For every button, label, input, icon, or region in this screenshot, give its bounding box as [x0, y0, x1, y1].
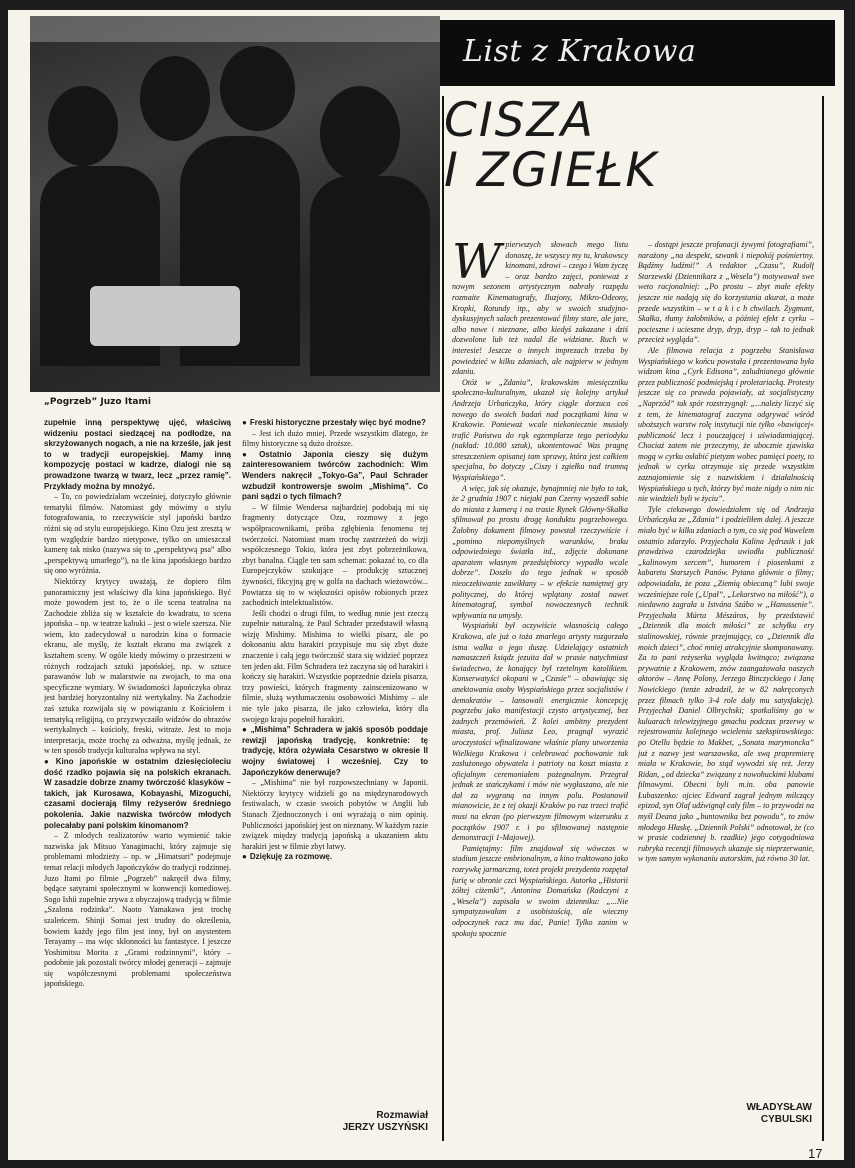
- interview-paragraph: – „Mishima” nie był rozpowszechniany w Japonii. Niektórzy krytycy widzieli go na międzynarodowych festiwalach, w czasie swoich pobytów w Anglii lub Stanach Zjednoczonych i oni wyrażają o nim opinię. Publiczności japońskiej jest on nieznany. W każdym razie związek między tradycją japońską a ukazaniem aktu harakiri jest w filmie zbyt łatwy.: [242, 778, 428, 851]
- letter-signature: [688, 1102, 812, 1126]
- interview-column-2: [242, 418, 428, 1108]
- interview-paragraph: zupełnie inną perspektywę ujęć, właściwą widzeniu postaci siedzącej na podłodze, na skrzyżowanych nogach, a nie na krześle, jak jest to w tradycji europejskiej. Mamy inną kompozycję postaci w kadrze, dialogi nie są prowadzone twarzą w twarz, lecz „przez ramię”. Przykłady można by mnożyć.: [44, 418, 231, 491]
- funeral-photo: [30, 16, 440, 392]
- letter-frame-left: [442, 96, 444, 1141]
- interview-paragraph: – W filmie Wendersa najbardziej podobają mi się fragmenty dotyczące Ozu, rozmowy z jego współpracownikami, próba zgłębienia fenomenu tej twórczości. Natomiast mam trochę zastrzeżeń do wizji współczesnego Tokio, która jest zbyt pobrzeżnikowa, zbyt banalna. Ciągle ten sam schemat: pokazać to, co dla Europejczyków szokujące – produkcję sztucznej żywności, fikcyjną grę w golfa na dachach wieżowców... Powtarza się to w większości opisów robionych przez zachodnich intelektualistów.: [242, 502, 428, 608]
- article-title: [444, 93, 824, 198]
- interview-paragraph: ● Dziękuję za rozmowę.: [242, 852, 428, 863]
- section-title: List z Krakowa: [463, 34, 697, 69]
- article-title-line-2: I ZGIEŁK: [444, 143, 659, 198]
- letter-paragraph: A więc, jak się okazuje, bynajmniej nie było to tak, że 2 grudnia 1907 r. niejaki pan Czerny wyszedł sobie do miasta z kamerą i na trasie Rynek Główny-Skałka sfilmował po prostu drogę konduktu pogrzebowego. Żałobny dokument filmowy powstał rzeczywiście i „pomimo niepomyślnych warunków, braku odpowiedniego światła itd., zdjęcie dokonane aparatem własnym przedsiębiorcy wypadło wcale dobrze”. Doszło do tego jednak w sposób nieoczekiwanie zawikłany – w efekcie namiętnej gry politycznej, do której wplątany został nawet kinematograf, symbol nowoczesnych technik wpływania na umysły.: [452, 483, 628, 620]
- photo-caption: „Pogrzeb” Juzo Itami: [44, 397, 151, 407]
- interview-paragraph: ● Kino japońskie w ostatnim dziesięcioleciu dość rzadko pojawia się na polskich ekranach. W zasadzie dobrze znamy twórczość klasyków – takich, jak Kurosawa, Kobayashi, Mizoguchi, czasami docierają filmy reżyserów średniego pokolenia. Jakie nazwiska twórców młodych polecałaby pani polskim kinomanom?: [44, 757, 231, 831]
- letter-paragraph: – dostąpi jeszcze profanacji żywymi fotografiami”, narażony „na despekt, szwank i niepokój pośmiertny. Bądźmy ludźmi!” A redaktor „Czasu”, Rudolf Starzewski (Dziennikarz z „Wesela”) motywował swe weto racjonalniej: „Po prostu – zbyt małe efekty jeszcze nie nadają się do korzystania akurat, a może przede wszystkim – w t a k i c h chwilach. Zygmunt, Skałka, tłumy żałobników, a później efekt z cyrku – pocieszne i ucieszne dryp, dryp, dryp – tak to jednak przecież wygląda”.: [638, 240, 814, 345]
- interview-paragraph: ● Freski historyczne przestały więc być modne?: [242, 418, 428, 429]
- magazine-page: [8, 10, 844, 1160]
- letter-frame-right: [822, 96, 824, 1141]
- letter-paragraph: [452, 240, 628, 378]
- letter-column-1: [452, 240, 628, 1142]
- interview-paragraph: Jeśli chodzi o drugi film, to według mnie jest rzeczą zupełnie naturalną, że Paul Schrader przedstawił własną wizję Mishimy. Mishima to wielki pisarz, ale po dokonaniu aktu harakiri przypisuje mu się zbyt duże znaczenie i całą jego twórczość stara się widzieć poprzez ten jeden akt. Film Schradera też zaczyna się od harakiri i kończy się harakiri. Wszystkie poprzednie dzieła pisarza, trzy powieści, których fragmenty zainscenizowano w filmie, służą wytłumaczeniu osobowości Mishimy – ale nie tyle jako pisarza, ile jako człowieka, który dla swojego kraju popełnił harakiri.: [242, 608, 428, 724]
- page-number: 17: [808, 1146, 823, 1160]
- letter-column-2: [638, 240, 814, 1098]
- letter-paragraph: Pamiętajmy: film znajdował się wówczas w stadium jeszcze embrionalnym, a kino traktowano jako rozrywkę jarmarczną, toteż projekt prezydenta rozpętał furię w obronie czci Wyspiańskiego. Autorka „Historii żółtej ciżemki”, Antonina Domańska (Radczyni z „Wesela”) zapisała w swoim dzienniku: „...Nie sympatyzowałam z osobistością, ale wieczny odpoczynek racz mu dać, Panie! Tylko zanim w spokoju spocznie: [452, 843, 628, 938]
- interview-paragraph: – To, co powiedziałam wcześniej, dotyczyło głównie tematyki filmów. Natomiast gdy mówimy o stylu fotografowania, to rzeczywiście styl japoński bardzo różni się od stylu europejskiego. Kino Ozu jest zresztą w tym względzie bardzo nietypowe, tylko on umieszczał kamerę tak nisko (nazywa się to „perspektywą psa” albo „perspektywą umarłego”), na tle kina japońskiego bardzo się ono wyróżnia.: [44, 492, 231, 576]
- interview-paragraph: ● „Mishima” Schradera w jakiś sposób poddaje rewizji japońską tradycję, konkretnie: tę tradycję, która ożywiała Cesarstwo w okresie II wojny światowej i wcześniej. Czy to Japończyków denerwuje?: [242, 725, 428, 778]
- interview-signature: [308, 1110, 428, 1134]
- letter-dropcap: W: [452, 240, 502, 290]
- interview-signature-role: Rozmawiał: [376, 1110, 428, 1121]
- interview-paragraph: – Z młodych realizatorów warto wymienić takie nazwiska jak Mitsuo Yanagimachi, który zajmuje się problemami młodzieży – np. w „Himatsuri” podejmuje temat relacji młodych Japończyków do tradycji rodzinnej. Juzo Itami po filmie „Pogrzeb” nakręcił dwa filmy, będące satyrami społecznymi w konwencji komediowej. Sogo Ishii zupełnie zrywa z obyczajową tradycją w filmie „Szalona rodzinka”. Naoto Yamakawa jest trochę szaleńcem. Shinji Somai jest trudny do określenia, bowiem każdy jego film jest inny, był on asystentem Terayamy – ma więc skłonności ku fantastyce. I jeszcze Yoshimitsu Morita z „Grami rodzinnymi”, który – podobnie jak pozostali twórcy młodej generacji – zajmuje się współczesnymi problemami społeczeństwa japońskiego.: [44, 831, 231, 989]
- letter-paragraph: Wyspiański był oczywiście własnością całego Krakowa, ale już o toża zmarłego artysty rozgorzała istna walka o jego duszę. Udzielający ostatnich namaszczeń ksiądz jezuita dał w prasie natychmiast świadectwo, że konający był rzetelnym katolikiem. Konserwatyści okopani w „Czasie” – obawiając się anektowania osoby Wyspiańskiego przez socjalistów i demokratów – lansowali energicznie koncepcję pogrzebu jako manifestacji czysto artystycznej, bez żadnych przemówień. Z kolei ambitny prezydent miasta, prof. Juliusz Leo, pragnął wyrazić uroczystości wfinalizowane właśnie plany utworzenia Wielkiego Krakowa i celebrować pochowanie tak zasłużonego obywatela i patrioty na koszt miasta z oficjalnym ceremoniałem pożegnalnym. Przegrał jednak ze stańczykami i mów nie wygłaszano, ale nie dał za wygraną na innym polu. Postanowił mianowicie, że z tej okazji Kraków po raz trzeci trafić musi na ekran (po pierwszym filmowym wizerunku z początków 1907 r. i po sfilmowanej następnie demonstracji 1-Majowej).: [452, 621, 628, 843]
- interview-column-1: [44, 418, 231, 1140]
- interview-paragraph: Niektórzy krytycy uważają, że dopiero film panoramiczny jest właściwy dla kina japońskiego. Być może powodem jest to, że o ile scena teatralna na Zachodzie zbliża się w kształcie do kwadratu, to scena japońska – np. w teatrze kabuki – jest o wiele szersza. Nie wiem, kto zadecydował u narodzin kina o formacie ekranu, ale myślę, że kształt ekranu ma związek z kształtem sceny. W ogóle kiedy mówimy o przestrzeni w różnych rodzajach sztuki japońskiej, np. w sztuce parawanów lub w malarstwie na zwojach, to ma ona specyficzne wymiary. W świadomości Japończyka obraz jest bardziej horyzontalny niż wertykalny. Na Zachodzie zaś sztuka rozwijała się w powiązaniu z Kościołem i tematyką religijną, co przyzwyczaiło widzów do obrazów wertykalnych – kościoły, freski, witraże. Jest to moja interpretacja, może trochę za odważna, myślę jednak, że w ten sposób tradycja kulturalna wpływa na styl.: [44, 576, 231, 756]
- letter-paragraph: Ale filmowa relacja z pogrzebu Stanisława Wyspiańskiego w końcu powstała i prezentowana była widzom kina „Cyrk Edisona”, zaludnianego głównie przez publiczność podmiejską i proletariacką. Protesty jeszcze się co prawda pojawiały, aż socjalistyczny „Naprzód” tak spór rozstrzygnął: „...należy liczyć się z tem, że kinematograf zaczyna odgrywać wśród uboższych warstw rolę instytucji nie tylko »bawiącej« publiczność lecz i pouczającej i uświadamiającej. Chociaż zatem nie przeczymy, że ubocznie zjawiska mogą w cyrku osłabić pietyzm wobec pamięci poety, to jednak w cyrku otrzymuje się przede wszystkim zaznajomienie się z nazwiskiem i działalnością Wyspiańskiego u tych, którzy być może nigdy o nim nic nie wiedzieli byli w życiu”.: [638, 345, 814, 504]
- interview-paragraph: – Jest ich dużo mniej. Przede wszystkim dlatego, że filmy historyczne są dużo droższe.: [242, 428, 428, 449]
- letter-paragraph: Tyle ciekawego dowiedziałem się od Andrzeja Urbańczyka ze „Zdania” i podzieliłem dalej. A jeszcze miało być w kilku zdaniach o tym, co się pod Wawelem ostatnio zdarzyło. Przyjechała Kalina Jędrusik i jak prawdziwa czarodziejka uwiodła publiczność „kalinowym sercem”, humorem i piosenkami z kabaretu Starszych Panów. Pytano głównie o filmy; odpowiadała, że poza „Ziemią obiecaną” lubi swoje wcześniejsze role („Upał”, „Lekarstwo na miłość”), a niedawno zagrała u Istvána Szábo w „Hanussenie”. Przyjechała Márta Mészáros, by przedstawić „Dziennik dla moich miłości” ze schyłku ery stalinowskiej, równie przejmujący, co „Dziennik dla moich dzieci”, choć mniej atrakcyjnie skomponowany. Za to pani reżyserka wygląda kwitnąco; związana prywatnie z Krakowem, znów zaangażowała naszych aktorów – Annę Polony, Jerzego Binczyckiego i Janę Nowickiego (tenże zdradził, że w 82 nakręconych przez filmach tylko 3-4 role dały mu satysfakcję). Przyjechał Daniel Olbrychski; spotkaliśmy go w kuluarach telewizyjnego gmachu podczas przerwy w rejestrowaniu kolejnego wcielenia szekspirowskiego: po Otellu będzie to Makbet, „Sonata marymoncka” już z nazwy jest warszawska, ale swą prapremierę miała w Krakowie, bo stąd wywodzi się reż. Jerzy Ridan, „od dziecka” związany z nowohuckimi klubami filmowymi. Obecni byli m.in. oba panowie Łubaszenko: ojciec Edward zagrał jednym milczący epizod, syn Olaf udźwignął cały film – to przywodzi na myśl Deana jako „buntownika bez powodu”, to znów młodego Hłaskę. „Dziennik Polski” odnotował, że (co w prasie codziennej b. rzadkie) jego cotygodniowa rubryka recenzji filmowych ukazuje się nieprzerwanie, w tym samym wykonaniu autorskim, już równo 30 lat.: [638, 504, 814, 864]
- interview-paragraph: ● Ostatnio Japonia cieszy się dużym zainteresowaniem twórców zachodnich: Wim Wenders nakręcił „Tokyo-Ga”, Paul Schrader wzbudził kontrowersje swoim „Mishimą”. Co pani sądzi o tych filmach?: [242, 450, 428, 503]
- article-title-line-1: CISZA: [444, 93, 595, 148]
- letter-signature-line-1: WŁADYSŁAW: [746, 1102, 812, 1113]
- letter-paragraph-text: pierwszych słowach mego listu donoszę, że wszyscy my tu, krakowscy kinomani, zdrowi – czego i Wam życzę – oraz bardzo zajęci, ponieważ z nowym sezonem artystycznym nabrały rozpędu rozmaite Kinematografy, Iluzjony, Mikro-Odeony, Kropki, Rotundy itp., aby w swoich studyjno-dyskusyjnych salach prezentować filmy stare, ale jare, albo nowe i nieznane, albo kiedyś zakazane i dziś dozwolone lub też nadal źle widziane. Ruch w interesie! Jeszcze o innych imprezach trzeba by powiedzieć w kilku zdaniach, ale najpierw w jednym zdaniu.: [452, 240, 628, 377]
- letter-paragraph: Otóż w „Zdaniu”, krakowskim miesięczniku społeczno-kulturalnym, ukazał się kolejny artykuł Andrzeja Urbańczyka, który ciągle dorzuca coś nowego do swoich badań nad początkami kina w Krakowie. Ponieważ wcale niekoniecznie musiały trafić Państwu do rąk egzemplarze tego periodyku (nakład: 10.000 sztuk), ukontentować Was pragnę streszczeniem opisanej tam sprawy, która jest całkiem specjalna, bo dotyczy „Ciszy i zgiełku nad trumną Wyspiańskiego”.: [452, 377, 628, 483]
- interview-signature-name: JERZY USZYŃSKI: [342, 1122, 428, 1133]
- letter-signature-line-2: CYBULSKI: [760, 1114, 812, 1125]
